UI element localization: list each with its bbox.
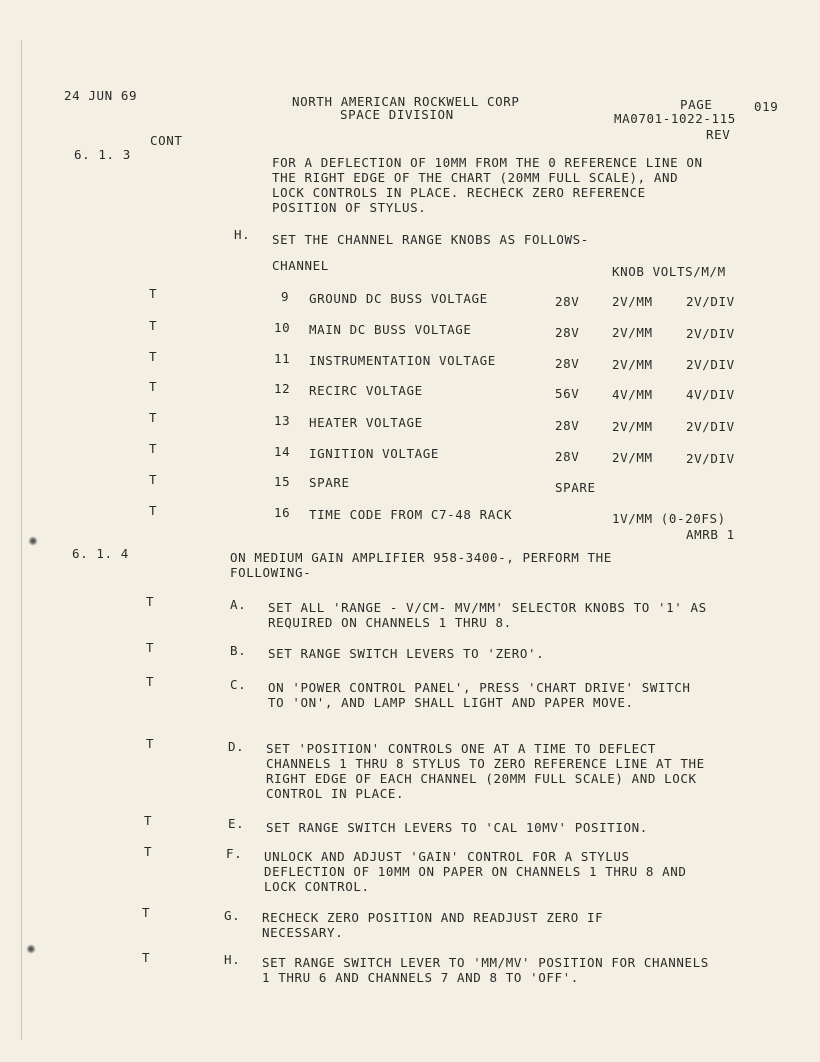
channel-number: 14	[274, 444, 291, 459]
step-letter: B.	[230, 643, 247, 658]
channel-voltage: 28V	[555, 449, 580, 464]
check-mark: T	[146, 594, 155, 609]
channel-voltage: SPARE	[555, 480, 596, 495]
header-page-number: 019	[754, 99, 779, 114]
channel-name: RECIRC VOLTAGE	[309, 383, 423, 398]
section-614-intro: ON MEDIUM GAIN AMPLIFIER 958-3400-, PERFORM THE FOLLOWING-	[230, 550, 612, 580]
knob-setting: 2V/MM	[612, 325, 653, 340]
channel-number: 11	[274, 351, 291, 366]
channel-voltage: 56V	[555, 386, 580, 401]
column-header-knob: KNOB VOLTS/M/M	[612, 264, 726, 279]
check-mark: T	[149, 286, 158, 301]
column-header-channel: CHANNEL	[272, 258, 329, 273]
channel-name: HEATER VOLTAGE	[309, 415, 423, 430]
channel-name: TIME CODE FROM C7-48 RACK	[309, 507, 513, 522]
check-mark: T	[142, 905, 151, 920]
check-mark: T	[149, 318, 158, 333]
amrb-label: AMRB 1	[686, 527, 735, 542]
knob-setting: 2V/MM	[612, 450, 653, 465]
channel-number: 13	[274, 413, 291, 428]
channel-voltage: 28V	[555, 294, 580, 309]
step-text: RECHECK ZERO POSITION AND READJUST ZERO IF NECESSARY.	[262, 910, 604, 940]
step-text: SET ALL 'RANGE - V/CM- MV/MM' SELECTOR KNOBS TO '1' AS REQUIRED ON CHANNELS 1 THRU 8.	[268, 600, 707, 630]
header-rev: REV	[706, 127, 731, 142]
check-mark: T	[149, 379, 158, 394]
step-text: SET RANGE SWITCH LEVERS TO 'ZERO'.	[268, 646, 545, 661]
channel-name: INSTRUMENTATION VOLTAGE	[309, 353, 496, 368]
knob-setting: 4V/MM	[612, 387, 653, 402]
check-mark: T	[144, 813, 153, 828]
header-date: 24 JUN 69	[64, 88, 138, 103]
check-mark: T	[149, 441, 158, 456]
check-mark: T	[149, 472, 158, 487]
knob-setting: 2V/MM	[612, 294, 653, 309]
channel-voltage: 28V	[555, 418, 580, 433]
check-mark: T	[142, 950, 151, 965]
step-letter: G.	[224, 908, 241, 923]
volts-per-div: 2V/DIV	[686, 294, 735, 309]
step-letter: E.	[228, 816, 245, 831]
channel-name: MAIN DC BUSS VOLTAGE	[309, 322, 472, 337]
check-mark: T	[146, 640, 155, 655]
header-doc-id: MA0701-1022-115	[614, 111, 736, 126]
check-mark: T	[149, 410, 158, 425]
check-mark: T	[149, 503, 158, 518]
page-edge-line	[21, 40, 22, 1040]
header-page-label: PAGE	[680, 97, 713, 112]
step-text: SET RANGE SWITCH LEVERS TO 'CAL 10MV' POSITION.	[266, 820, 648, 835]
check-mark: T	[146, 674, 155, 689]
step-letter: F.	[226, 846, 243, 861]
channel-number: 9	[281, 289, 290, 304]
volts-per-div: 2V/DIV	[686, 451, 735, 466]
volts-per-div: 2V/DIV	[686, 326, 735, 341]
step-h-text: SET THE CHANNEL RANGE KNOBS AS FOLLOWS-	[272, 232, 589, 247]
channel-name: GROUND DC BUSS VOLTAGE	[309, 291, 488, 306]
header-company: NORTH AMERICAN ROCKWELL CORP	[292, 94, 520, 109]
check-mark: T	[144, 844, 153, 859]
knob-setting: 2V/MM	[612, 419, 653, 434]
step-letter: D.	[228, 739, 245, 754]
section-number-613: 6. 1. 3	[74, 147, 131, 162]
section-number-614: 6. 1. 4	[72, 546, 129, 561]
channel-name: IGNITION VOLTAGE	[309, 446, 440, 461]
channel-name: SPARE	[309, 475, 350, 490]
knob-setting: 1V/MM (0-20FS)	[612, 511, 726, 526]
step-text: UNLOCK AND ADJUST 'GAIN' CONTROL FOR A STYLUS DEFLECTION OF 10MM ON PAPER ON CHANNELS 1 THRU 8 AND LOCK CONTROL.	[264, 849, 687, 894]
header-cont: CONT	[150, 133, 183, 148]
channel-number: 10	[274, 320, 291, 335]
step-letter: A.	[230, 597, 247, 612]
channel-voltage: 28V	[555, 325, 580, 340]
binder-hole-mark	[28, 536, 38, 546]
step-h-letter: H.	[234, 227, 251, 242]
step-letter: C.	[230, 677, 247, 692]
step-text: SET 'POSITION' CONTROLS ONE AT A TIME TO DEFLECT CHANNELS 1 THRU 8 STYLUS TO ZERO REFERENCE LINE AT THE RIGHT EDGE OF EACH CHANNEL (20MM FULL SCALE) AND LOCK CONTROL IN PLACE.	[266, 741, 705, 801]
section-613-paragraph: FOR A DEFLECTION OF 10MM FROM THE 0 REFERENCE LINE ON THE RIGHT EDGE OF THE CHART (20MM FULL SCALE), AND LOCK CONTROLS IN PLACE. RECHECK ZERO REFERENCE POSITION OF STYLUS.	[272, 155, 703, 215]
step-text: SET RANGE SWITCH LEVER TO 'MM/MV' POSITION FOR CHANNELS 1 THRU 6 AND CHANNELS 7 AND 8 TO 'OFF'.	[262, 955, 709, 985]
binder-hole-mark	[26, 944, 36, 954]
channel-number: 15	[274, 474, 291, 489]
volts-per-div: 4V/DIV	[686, 387, 735, 402]
channel-number: 16	[274, 505, 291, 520]
volts-per-div: 2V/DIV	[686, 357, 735, 372]
knob-setting: 2V/MM	[612, 357, 653, 372]
channel-number: 12	[274, 381, 291, 396]
channel-voltage: 28V	[555, 356, 580, 371]
step-text: ON 'POWER CONTROL PANEL', PRESS 'CHART DRIVE' SWITCH TO 'ON', AND LAMP SHALL LIGHT AND PAPER MOVE.	[268, 680, 691, 710]
step-letter: H.	[224, 952, 241, 967]
check-mark: T	[149, 349, 158, 364]
header-division: SPACE DIVISION	[340, 107, 454, 122]
volts-per-div: 2V/DIV	[686, 419, 735, 434]
check-mark: T	[146, 736, 155, 751]
